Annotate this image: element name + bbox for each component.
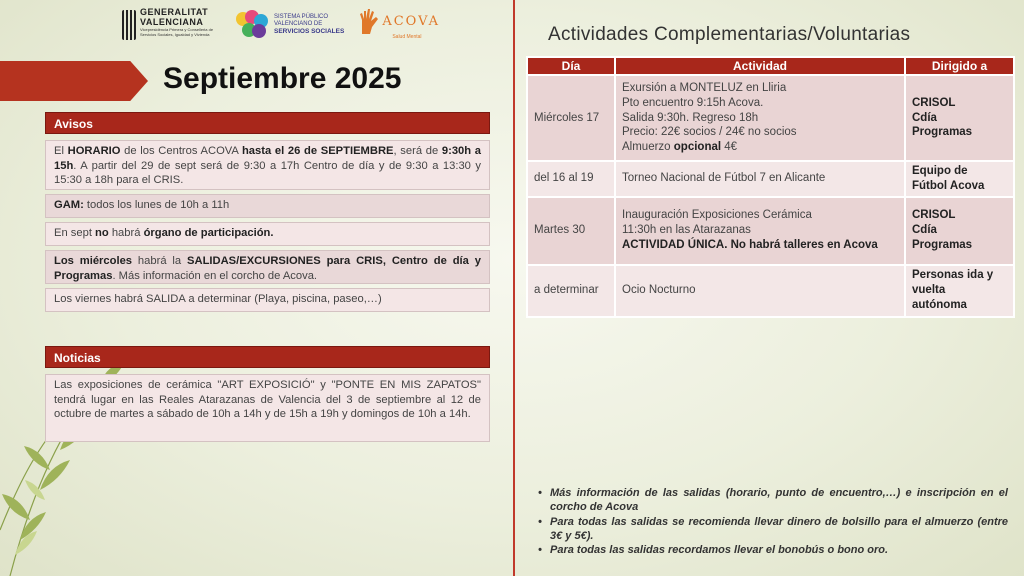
actividad-line [622, 111, 898, 126]
actividad-line [622, 125, 898, 140]
col-dia-header: Día [527, 57, 615, 75]
dirigido-line: Programas [912, 126, 973, 139]
gv-name-1: GENERALITAT [140, 7, 209, 17]
title-arrow-shape [0, 61, 148, 101]
logo-bar [122, 8, 440, 54]
note-item: • Más información de las salidas (horario, punto de encuentro,…) e inscripción en el corcho de Acova [538, 486, 1008, 515]
actividad-line [622, 81, 898, 96]
table-row [527, 161, 1014, 197]
colored-circles-icon [236, 10, 270, 40]
cell-dirigido [905, 161, 1014, 197]
aviso-item [45, 194, 490, 218]
col-actividad-header: Actividad [615, 57, 905, 75]
aviso-item [45, 140, 490, 190]
aviso-segment: hasta el 26 de SEPTIEMBRE [241, 145, 394, 157]
actividad-segment: ACTIVIDAD ÚNICA. No habrá talleres en Acova [622, 239, 878, 252]
dirigido-line: Cdía [912, 224, 937, 237]
notes-list [538, 486, 1008, 557]
aviso-segment: todos los lunes de 10h a 11h [83, 199, 230, 211]
sps-line-2: VALENCIANO DE [274, 21, 323, 28]
dirigido-line: Fútbol Acova [912, 179, 985, 192]
dirigido-line: CRISOL [912, 209, 956, 222]
table-header-row [527, 57, 1014, 75]
aviso-segment: El [54, 145, 68, 157]
actividad-segment: Pto encuentro 9:15h Acova. [622, 96, 764, 109]
cell-dia: a determinar [527, 265, 615, 317]
dirigido-line: vuelta [912, 284, 946, 297]
aviso-item [45, 222, 490, 246]
cell-dia: Miércoles 17 [527, 75, 615, 161]
actividad-line [622, 140, 898, 155]
page-title: Septiembre 2025 [163, 62, 402, 95]
cell-dirigido [905, 265, 1014, 317]
aviso-segment: habrá la [132, 255, 188, 267]
servicios-sociales-logo [236, 10, 344, 40]
actividad-line [622, 96, 898, 111]
sps-line-1: SISTEMA PÚBLICO [274, 14, 329, 21]
aviso-segment: . A partir del 29 de sept será de 9:30 a 17h Centro de día y de 9:30 a 13:30 y 15:30 a 18h para el CRIS. [54, 159, 481, 187]
generalitat-logo [122, 8, 228, 40]
actividad-segment: 11:30h en las Atarazanas [622, 224, 751, 237]
aviso-segment: de los Centros ACOVA [120, 145, 242, 157]
aviso-segment: Los viernes habrá SALIDA a determinar (Playa, piscina, paseo,…) [54, 293, 382, 305]
dirigido-line: Cdía [912, 111, 937, 124]
actividad-segment: Ocio Nocturno [622, 284, 696, 297]
aviso-segment: SALIDAS/EXCURSIONES para CRIS, Centro de día y Programas [54, 255, 481, 282]
actividad-segment: opcional [673, 141, 722, 154]
aviso-segment: . Más información en el corcho de Acova. [112, 269, 318, 282]
aviso-segment: HORARIO [67, 145, 121, 157]
aviso-item [45, 250, 490, 284]
gv-name-2: VALENCIANA [140, 16, 204, 27]
sps-line-3: SERVICIOS SOCIALES [274, 28, 345, 36]
aviso-segment: no [95, 227, 109, 239]
cell-actividad [615, 197, 905, 265]
actividad-line [622, 171, 898, 186]
actividades-title: Actividades Complementarias/Voluntarias [548, 24, 911, 45]
cell-dia: del 16 al 19 [527, 161, 615, 197]
cell-actividad [615, 265, 905, 317]
cell-dirigido [905, 197, 1014, 265]
noticias-header: Noticias [45, 346, 490, 368]
aviso-segment: órgano de participación. [143, 227, 274, 239]
actividad-segment: Inauguración Exposiciones Cerámica [622, 209, 812, 222]
aviso-segment: GAM: [54, 199, 84, 211]
noticias-text: Las exposiciones de cerámica "ART EXPOSICIÓ" y "PONTE EN MIS ZAPATOS" tendrá lugar en las Reales Atarazanas de Valencia del 3 de septiembre al 12 de octubre de martes a sábado de 10h a 14h y de 15h a 19h y domingos de 10h a 14h. [45, 374, 490, 442]
note-item: • Para todas las salidas se recomienda llevar dinero de bolsillo para el almuerzo (entre 3€ y 5€). [538, 515, 1008, 544]
hand-icon [358, 8, 380, 34]
divider-line [513, 0, 515, 576]
actividad-line [622, 208, 898, 223]
aviso-segment: Los miércoles [54, 255, 133, 267]
actividad-segment: Exursión a MONTELUZ en Lliria [622, 81, 787, 94]
actividad-line [622, 238, 898, 253]
col-dirigido-header: Dirigido a [905, 57, 1014, 75]
aviso-segment: , será de [393, 145, 442, 157]
gv-subtitle: Vicepresidència Primera y Conselleria de Servicios Sociales, Igualdad y Vivienda [140, 26, 214, 37]
table-row [527, 75, 1014, 161]
acova-subtitle: Salud Mental [392, 34, 422, 40]
table-row [527, 265, 1014, 317]
cell-dirigido [905, 75, 1014, 161]
aviso-segment: habrá [108, 227, 144, 239]
acova-name: ACOVA [382, 13, 440, 29]
aviso-segment: En sept [54, 227, 96, 239]
actividad-segment: Torneo Nacional de Fútbol 7 en Alicante [622, 172, 826, 185]
aviso-item [45, 288, 490, 312]
actividad-segment: 4€ [721, 141, 738, 154]
actividad-segment: Almuerzo [622, 141, 674, 154]
dirigido-line: Programas [912, 239, 973, 252]
aviso-segment: 9:30h a 15h [54, 145, 482, 172]
cell-actividad [615, 75, 905, 161]
actividades-table [526, 56, 1015, 318]
note-item: • Para todas las salidas recordamos llevar el bonobús o bono oro. [538, 543, 1008, 557]
actividad-line [622, 223, 898, 238]
table-row [527, 197, 1014, 265]
avisos-header: Avisos [45, 112, 490, 134]
actividades-table-body [527, 75, 1014, 317]
dirigido-line: Equipo de [912, 165, 968, 177]
actividad-segment: Salida 9:30h. Regreso 18h [622, 111, 759, 124]
dirigido-line: Personas ida y [912, 269, 994, 282]
dirigido-line: autónoma [912, 299, 967, 312]
dirigido-line: CRISOL [912, 96, 956, 109]
generalitat-emblem-icon [122, 10, 136, 40]
cell-actividad [615, 161, 905, 197]
actividad-line [622, 283, 898, 298]
actividad-segment: Precio: 22€ socios / 24€ no socios [622, 126, 797, 139]
cell-dia: Martes 30 [527, 197, 615, 265]
acova-logo [358, 8, 440, 40]
